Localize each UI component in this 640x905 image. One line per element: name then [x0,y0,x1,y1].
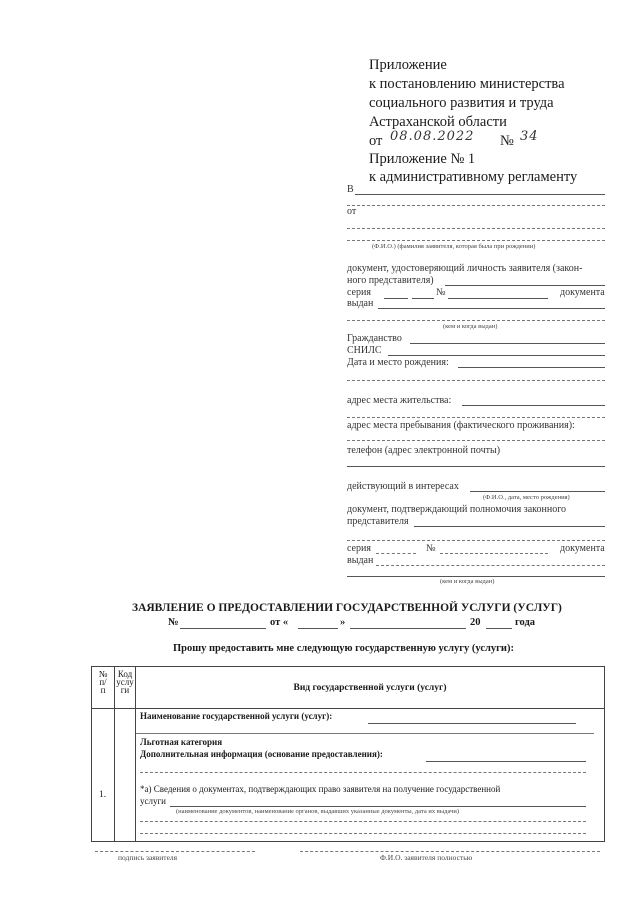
service-name-label: Наименование государственной услуги (услуг): [140,711,333,721]
to-line-2 [347,205,605,206]
statement-year-line [486,628,512,629]
statement-number-sign: № [168,617,179,628]
statement-number-line [180,628,266,629]
header-ministry-line: социального развития и труда [369,95,554,111]
id-doc-label: документ, удостоверяющий личность заявителя (закон- [347,263,583,274]
signature-caption: подпись заявителя [118,853,178,862]
to-label: В [347,184,354,195]
from-line-2 [347,240,605,241]
header-handwritten-number: 34 [520,129,539,144]
benefit-category: Льготная категория [140,737,223,747]
residence-line [462,405,605,406]
statement-day-line [298,628,338,629]
fio-caption: (Ф.И.О.) (фамилия заявителя, которая была при рождении) [372,243,536,250]
citizenship-line [410,343,605,344]
snils-label: СНИЛС [347,345,382,356]
number-line [448,298,548,299]
table-header-row [92,667,605,709]
issued-label: выдан [347,298,374,309]
docs-line-4 [140,833,586,834]
from-line-1 [347,228,605,229]
additional-info-line-2 [140,772,586,773]
header-from-label: от [369,133,383,149]
statement-month-line [350,628,466,629]
fio-footer-caption: Ф.И.О. заявителя полностью [380,853,473,862]
row-number-cell: 1. [92,709,115,842]
issued-line-2 [347,320,605,321]
statement-request: Прошу предоставить мне следующую государственную услугу (услуги): [173,643,514,654]
issued-line [378,308,605,309]
number-label: № [436,287,446,298]
additional-info-line [426,761,586,762]
series-line [384,298,408,299]
statement-from-word: от « [270,617,289,628]
docs-line-1: *а) Сведения о документах, подтверждающих право заявителя на получение государственной [140,784,501,794]
rep-doc-label-2: представителя [347,516,409,527]
to-line [355,194,605,195]
residence-line-2 [347,417,605,418]
series-line-2 [412,298,434,299]
document-word: документа [560,287,605,298]
rep-doc-label: документ, подтверждающий полномочия законного [347,504,567,515]
row-service-cell [136,709,605,842]
header-region-line: Астраханской области [369,114,507,130]
number2-label: № [426,543,436,554]
series2-label: серия [347,543,371,554]
header-appendix-title: Приложение [369,57,447,73]
docs-caption: (наименование документов, наименование органов, выдавших указанные документы, дата их выдачи) [176,808,460,815]
issued2-line-2 [347,576,605,577]
header-number-label: № [500,133,514,149]
table-row [92,709,605,842]
docs-line-3 [140,821,586,822]
issued2-line [376,565,605,566]
col-number-header: № п/ п [92,667,115,709]
issued-caption: (кем и когда выдан) [443,323,498,330]
statement-year-20: 20 [470,617,481,628]
acting-line [470,491,605,492]
header-decree-line: к постановлению министерства [369,76,565,92]
stay-line [347,440,605,441]
birth-line [458,367,605,368]
issued2-caption: (кем и когда выдан) [440,578,495,585]
number2-line [440,553,548,554]
acting-label: действующий в интересах [347,481,459,492]
issued2-label: выдан [347,555,374,566]
col-service-header: Вид государственной услуги (услуг) [136,667,605,709]
series2-line [376,553,416,554]
additional-info-label: Дополнительная информация (основание предоставления): [140,749,383,759]
statement-title: ЗАЯВЛЕНИЕ О ПРЕДОСТАВЛЕНИИ ГОСУДАРСТВЕННОЙ УСЛУГИ (УСЛУГ) [132,602,562,614]
service-name-line [368,723,576,724]
row-code-cell [115,709,136,842]
id-doc-label-2: ного представителя) [347,275,434,286]
header-appendix-number: Приложение № 1 [369,151,476,167]
statement-quote-close: » [340,617,346,628]
service-divider [136,733,594,734]
birth-label: Дата и место рождения: [347,357,449,368]
stay-label: адрес места пребывания (фактического проживания): [347,420,575,431]
from-label: от [347,206,357,217]
docs-line [170,806,586,807]
rep-doc-line [414,526,605,527]
rep-doc-line-2 [347,540,605,541]
document2-word: документа [560,543,605,554]
fio-line [300,851,600,852]
col-code-header: Код услу ги [115,667,136,709]
phone-line [347,466,605,467]
acting-caption: (Ф.И.О., дата, место рождения) [483,494,570,501]
services-table [91,666,605,842]
series-label: серия [347,287,371,298]
snils-line [388,355,605,356]
statement-year-word: года [515,617,536,628]
signature-line [95,851,255,852]
header-regulation-line: к административному регламенту [369,169,578,185]
citizenship-label: Гражданство [347,333,402,344]
header-handwritten-date: 08.08.2022 [390,129,475,144]
birth-line-2 [347,380,605,381]
residence-label: адрес места жительства: [347,395,452,406]
phone-label: телефон (адрес электронной почты) [347,445,501,456]
docs-line-2: услуги [140,796,166,806]
id-doc-line [445,285,605,286]
